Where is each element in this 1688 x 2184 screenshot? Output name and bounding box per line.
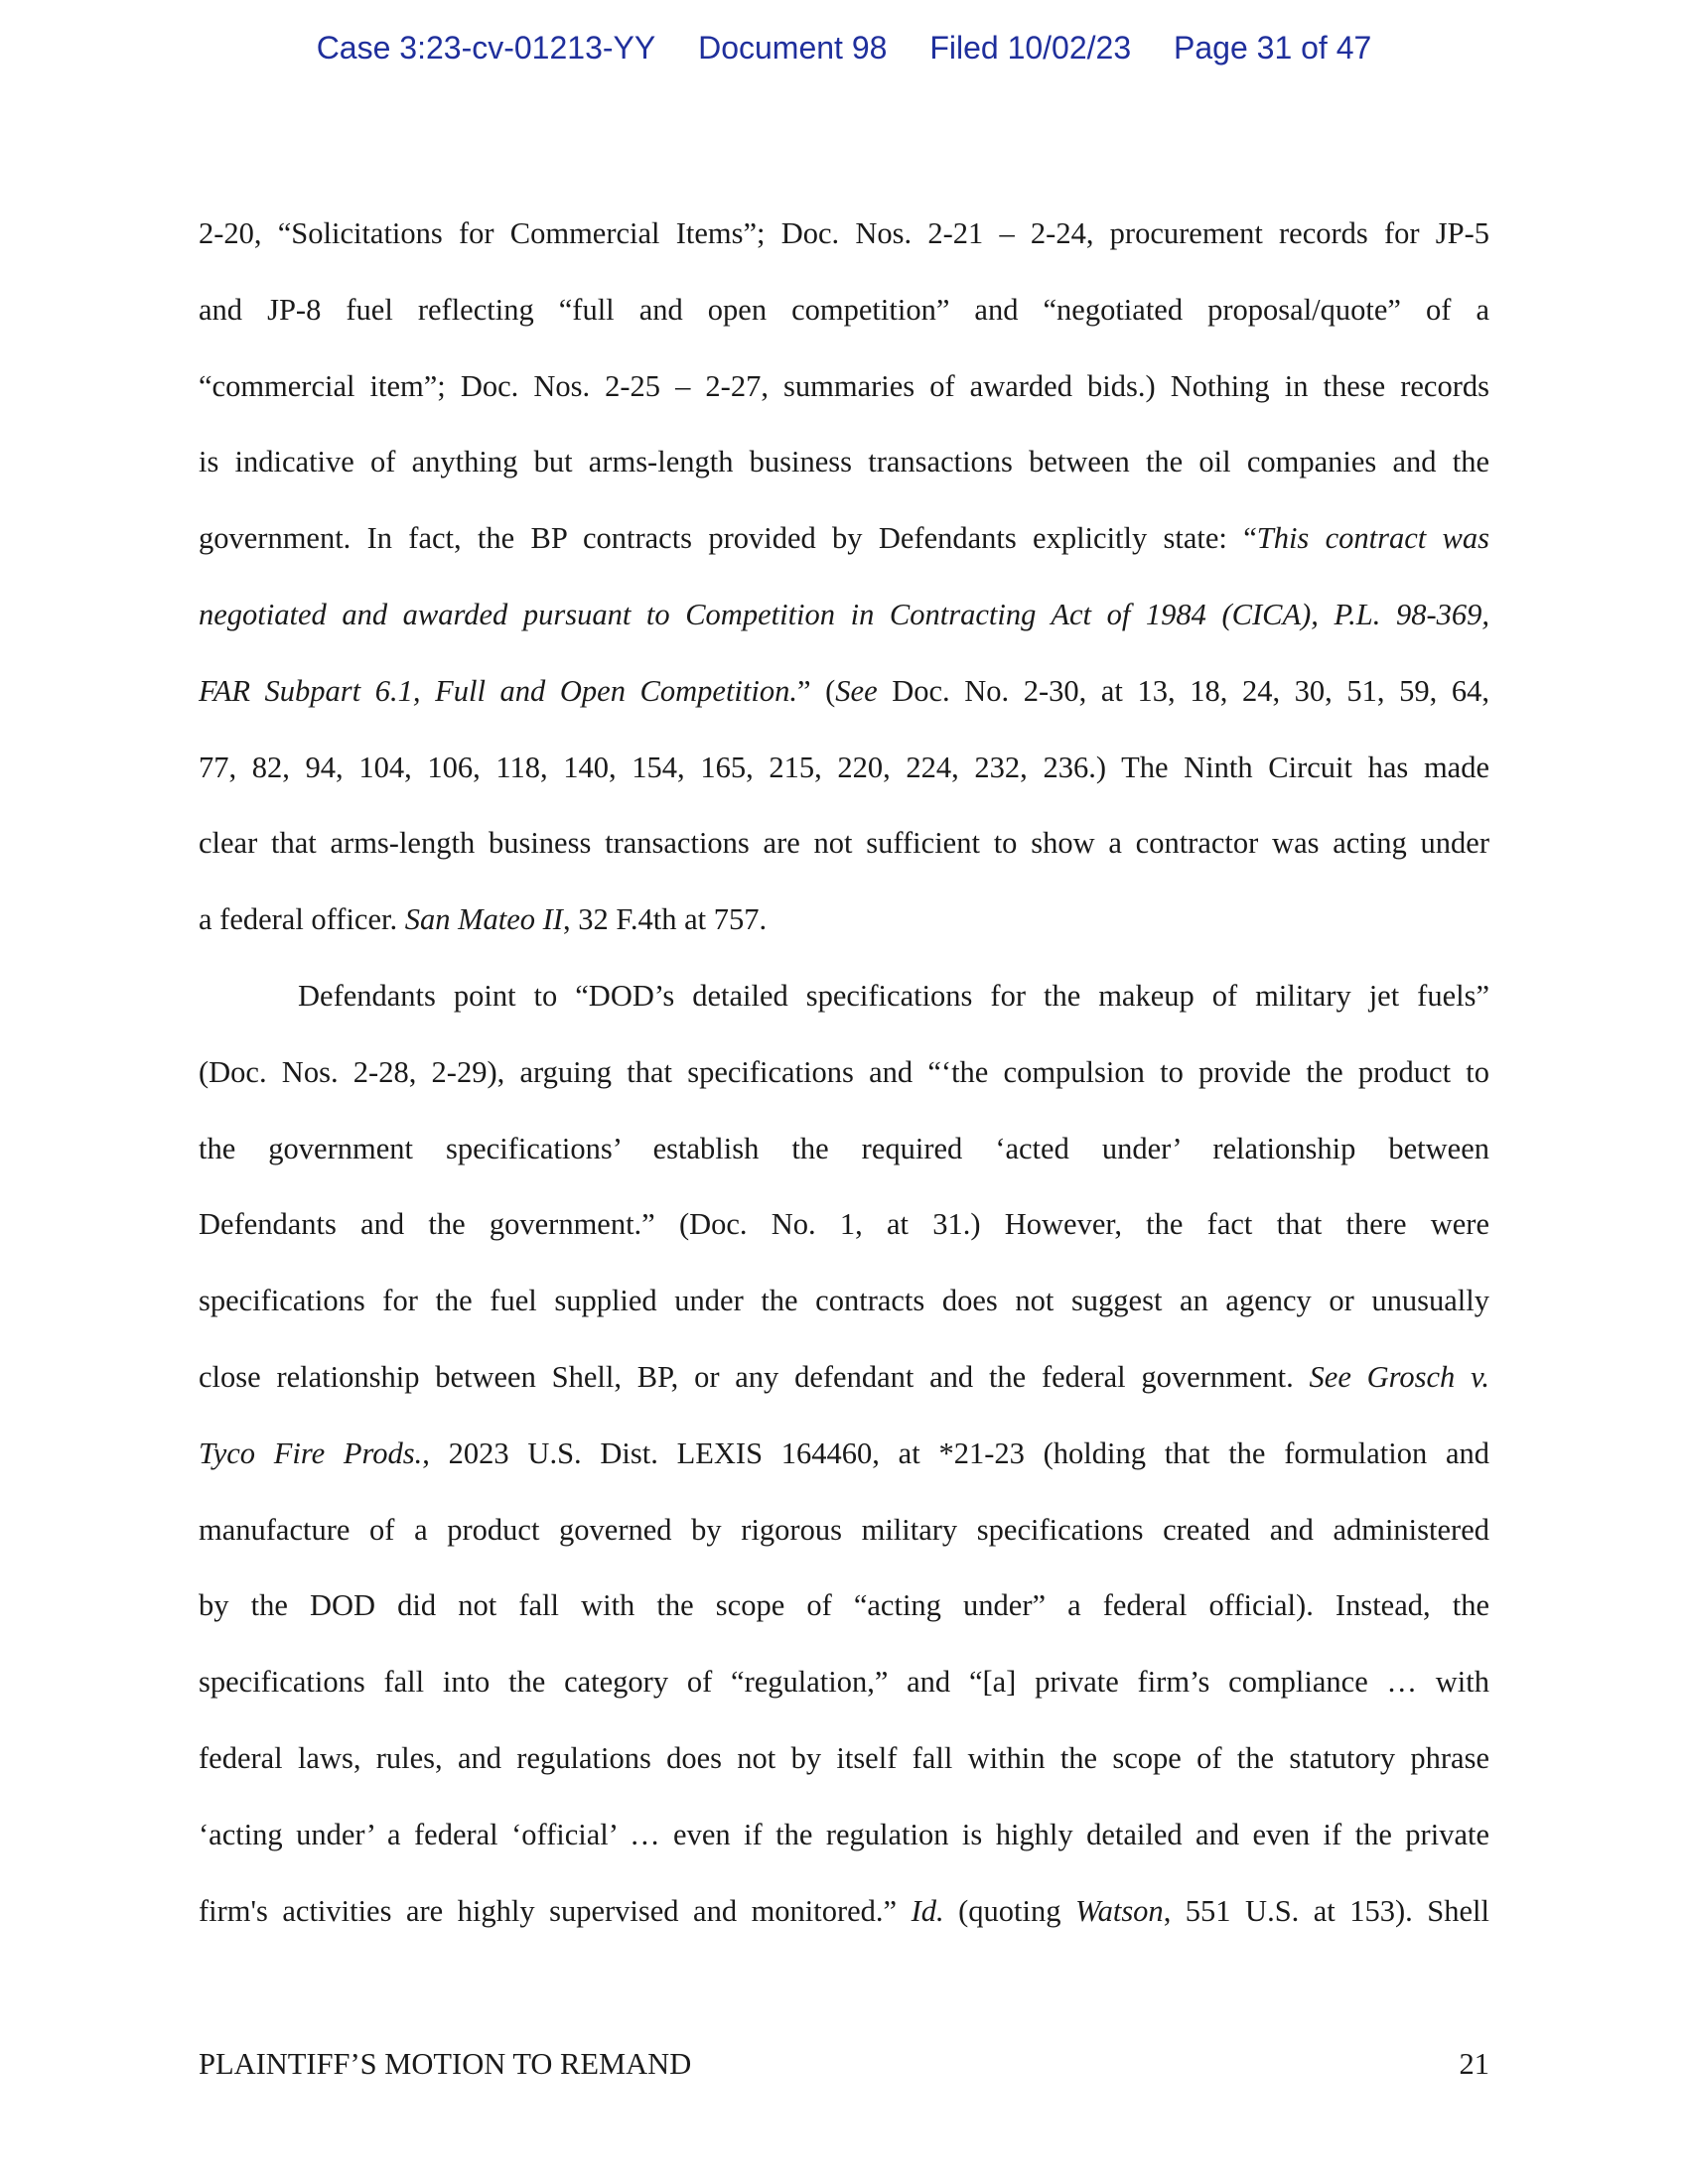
body-line-4: is indicative of anything but arms-length business transactions between the oil companies and the bbox=[199, 445, 1489, 479]
body-line-10: a federal officer. San Mateo II, 32 F.4th at 757. bbox=[199, 902, 768, 937]
footer-title: PLAINTIFF’S MOTION TO REMAND bbox=[199, 2047, 692, 2081]
body-line-9: clear that arms-length business transactions are not sufficient to show a contractor was acting under bbox=[199, 826, 1489, 861]
ecf-filed-date: Filed 10/02/23 bbox=[929, 30, 1132, 66]
body-text bbox=[199, 196, 1489, 1949]
body-line-19: by the DOD did not fall with the scope of “acting under” a federal official). Instead, the bbox=[199, 1588, 1489, 1623]
body-line-7: FAR Subpart 6.1, Full and Open Competition.” (See Doc. No. 2-30, at 13, 18, 24, 30, 51, 59, 64, bbox=[199, 673, 1489, 708]
body-line-20: specifications fall into the category of “regulation,” and “[a] private firm’s compliance … with bbox=[199, 1665, 1489, 1700]
body-line-18: manufacture of a product governed by rigorous military specifications created and administered bbox=[199, 1512, 1489, 1547]
italic-quote: This contract was bbox=[1256, 521, 1489, 556]
body-line-6 bbox=[199, 577, 1489, 653]
case-citation: Watson bbox=[1074, 1893, 1164, 1928]
body-line-1: 2-20, “Solicitations for Commercial Items”; Doc. Nos. 2-21 – 2-24, procurement records for JP-5 bbox=[199, 216, 1489, 250]
body-line-8: 77, 82, 94, 104, 106, 118, 140, 154, 165, 215, 220, 224, 232, 236.) The Ninth Circuit has made bbox=[199, 750, 1489, 784]
italic-quote: FAR Subpart 6.1, Full and Open Competition. bbox=[199, 673, 797, 708]
ecf-header bbox=[0, 30, 1688, 67]
body-line-12: (Doc. Nos. 2-28, 2-29), arguing that specifications and “‘the compulsion to provide the product to bbox=[199, 1054, 1489, 1089]
body-line-14: Defendants and the government.” (Doc. No. 1, at 31.) However, the fact that there were bbox=[199, 1207, 1489, 1242]
case-citation: See Grosch v. bbox=[1309, 1359, 1489, 1394]
body-line-5: government. In fact, the BP contracts provided by Defendants explicitly state: “This contract was bbox=[199, 521, 1489, 556]
footer-page-number: 21 bbox=[1459, 2047, 1489, 2081]
italic-quote: negotiated and awarded pursuant to Competition in Contracting Act of 1984 (CICA), P.L. 98-369, bbox=[199, 597, 1489, 631]
case-citation: Id. bbox=[911, 1893, 944, 1928]
body-line-11: Defendants point to “DOD’s detailed specifications for the makeup of military jet fuels” bbox=[298, 978, 1489, 1013]
body-line-2: and JP-8 fuel reflecting “full and open competition” and “negotiated proposal/quote” of a bbox=[199, 292, 1489, 327]
ecf-document-number: Document 98 bbox=[698, 30, 888, 66]
body-line-16: close relationship between Shell, BP, or any defendant and the federal government. See Grosch v. bbox=[199, 1359, 1489, 1394]
italic-signal: See bbox=[835, 673, 878, 708]
body-line-21: federal laws, rules, and regulations does not by itself fall within the scope of the statutory phrase bbox=[199, 1740, 1489, 1775]
page-footer bbox=[199, 2047, 1489, 2082]
ecf-page-count: Page 31 of 47 bbox=[1174, 30, 1372, 66]
body-line-22: ‘acting under’ a federal ‘official’ … even if the regulation is highly detailed and even if the private bbox=[199, 1817, 1489, 1851]
ecf-case-number: Case 3:23-cv-01213-YY bbox=[316, 30, 656, 66]
case-citation: Tyco Fire Prods. bbox=[199, 1435, 423, 1470]
case-citation: San Mateo II bbox=[404, 902, 563, 937]
body-line-17: Tyco Fire Prods., 2023 U.S. Dist. LEXIS 164460, at *21-23 (holding that the formulation and bbox=[199, 1435, 1490, 1470]
body-line-13: the government specifications’ establish the required ‘acted under’ relationship between bbox=[199, 1131, 1489, 1165]
body-line-15: specifications for the fuel supplied under the contracts does not suggest an agency or unusually bbox=[199, 1284, 1489, 1318]
body-line-23: firm's activities are highly supervised and monitored.” Id. (quoting Watson, 551 U.S. at 153). Shell bbox=[199, 1893, 1489, 1928]
body-line-3: “commercial item”; Doc. Nos. 2-25 – 2-27, summaries of awarded bids.) Nothing in these records bbox=[199, 368, 1489, 403]
